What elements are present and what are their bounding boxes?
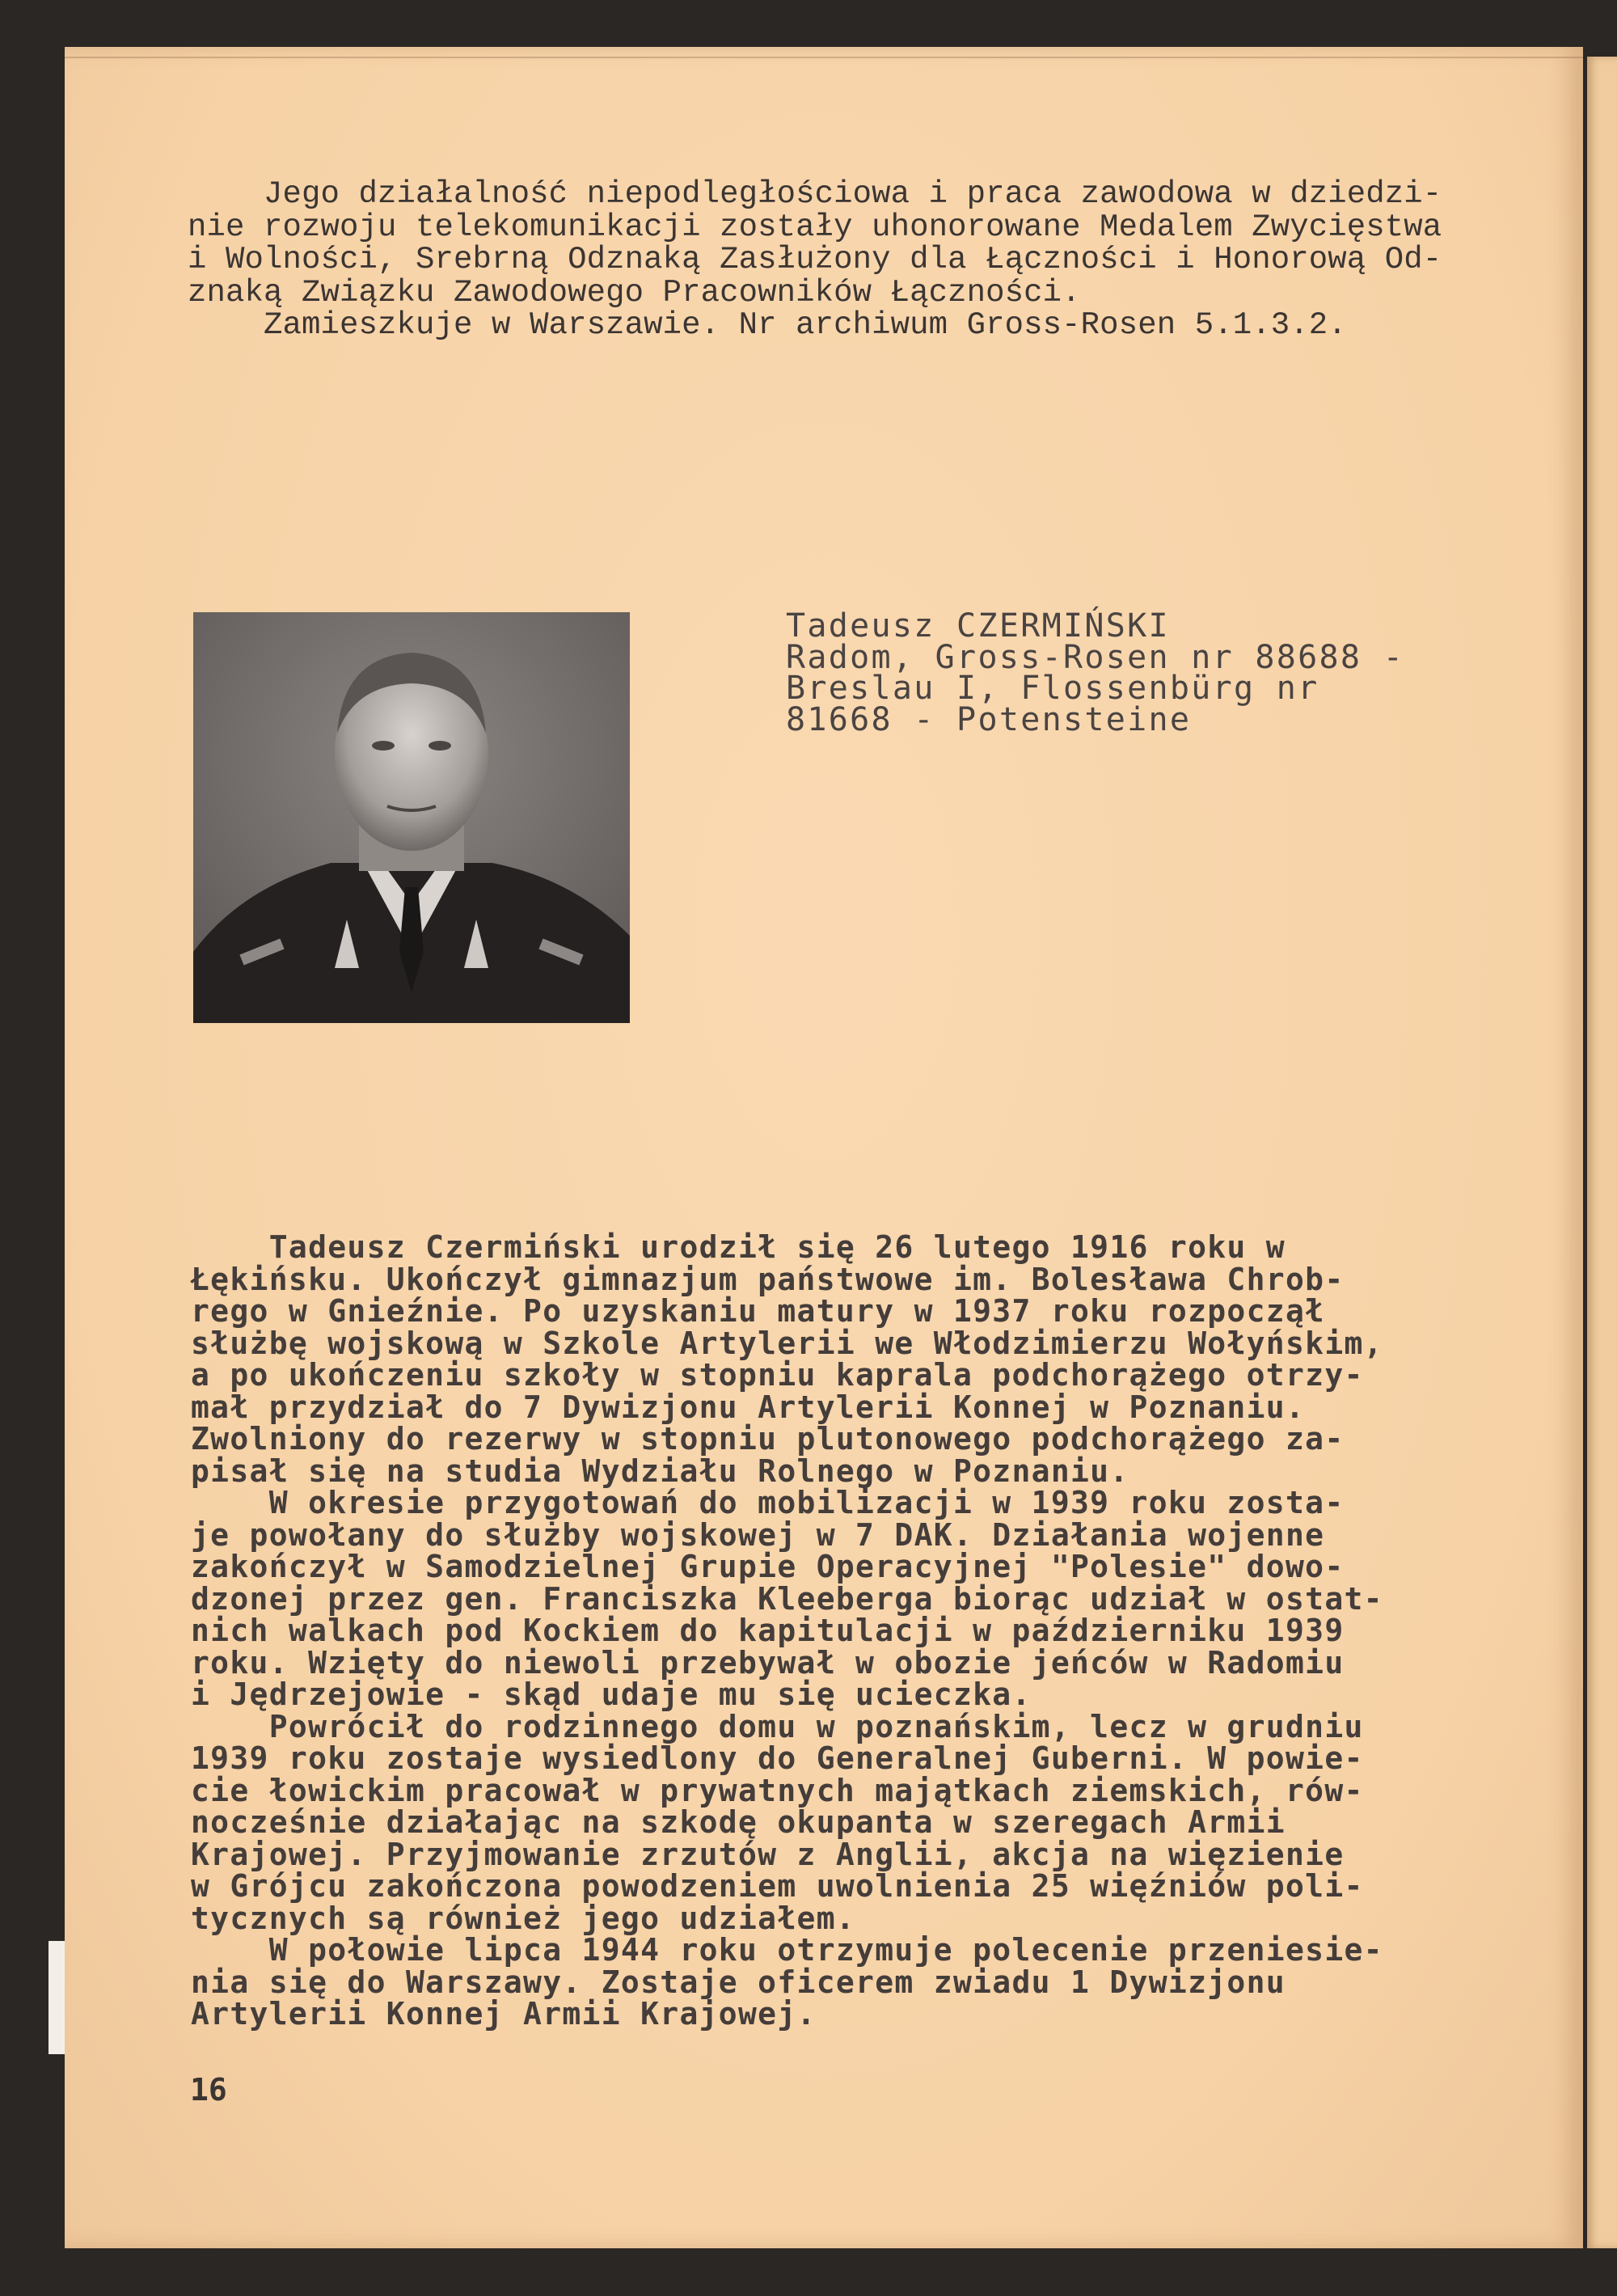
text-line: służbę wojskową w Szkole Artylerii we Włodzimierzu Wołyńskim,	[191, 1325, 1383, 1361]
text-line: Jego działalność niepodległościowa i praca zawodowa w dziedzi-	[188, 176, 1442, 212]
adjacent-page-edge	[1587, 57, 1617, 2248]
text-line: Łękińsku. Ukończył gimnazjum państwowe im. Bolesława Chrob-	[191, 1261, 1345, 1297]
portrait-caption	[786, 607, 1405, 738]
text-line: Zamieszkuje w Warszawie. Nr archiwum Gross-Rosen 5.1.3.2.	[188, 307, 1347, 343]
text-line: cie łowickim pracował w prywatnych majątkach ziemskich, rów-	[191, 1772, 1364, 1808]
text-line: Tadeusz Czermiński urodził się 26 lutego 1916 roku w	[191, 1229, 1286, 1265]
text-line: i Jędrzejowie - skąd udaje mu się ucieczka.	[191, 1677, 1032, 1712]
text-line: Zwolniony do rezerwy w stopniu plutonowego podchorążego za-	[191, 1421, 1345, 1457]
text-line: je powołany do służby wojskowej w 7 DAK. Działania wojenne	[191, 1516, 1325, 1553]
text-line: tycznych są również jego udziałem.	[191, 1900, 856, 1936]
text-line: nich walkach pod Kockiem do kapitulacji w październiku 1939	[191, 1613, 1345, 1648]
caption-line: Radom, Gross-Rosen nr 88688 -	[786, 638, 1405, 676]
biography-text	[191, 1229, 1383, 2032]
text-line: pisał się na studia Wydziału Rolnego w Poznaniu.	[191, 1452, 1129, 1489]
text-line: 1939 roku zostaje wysiedlony do Generalnej Guberni. W powie-	[191, 1740, 1364, 1776]
text-line: zakończył w Samodzielnej Grupie Operacyjnej "Polesie" dowo-	[191, 1549, 1345, 1584]
text-line: nie rozwoju telekomunikacji zostały uhonorowane Medalem Zwycięstwa	[188, 209, 1442, 245]
caption-line: 81668 - Potensteine	[786, 700, 1192, 738]
page-fold-line	[65, 57, 1583, 58]
portrait-photo	[193, 612, 630, 1023]
top-paragraph	[188, 178, 1442, 342]
person-name: Tadeusz CZERMIŃSKI	[786, 607, 1170, 645]
text-line: Artylerii Konnej Armii Krajowej.	[191, 1996, 817, 2032]
text-line: nocześnie działając na szkodę okupanta w szeregach Armii	[191, 1804, 1286, 1840]
text-line: znaką Związku Zawodowego Pracowników Łączności.	[188, 274, 1081, 311]
text-line: W połowie lipca 1944 roku otrzymuje polecenie przeniesie-	[191, 1932, 1383, 1968]
text-line: W okresie przygotowań do mobilizacji w 1939 roku zosta-	[191, 1485, 1345, 1520]
text-line: roku. Wzięty do niewoli przebywał w obozie jeńców w Radomiu	[191, 1644, 1345, 1681]
page-edge-strip	[49, 1941, 65, 2054]
text-line: rego w Gnieźnie. Po uzyskaniu matury w 1937 roku rozpoczął	[191, 1293, 1325, 1329]
text-line: nia się do Warszawy. Zostaje oficerem zwiadu 1 Dywizjonu	[191, 1964, 1286, 2000]
text-line: Powrócił do rodzinnego domu w poznańskim, lecz w grudniu	[191, 1708, 1364, 1744]
text-line: dzonej przez gen. Franciszka Kleeberga biorąc udział w ostat-	[191, 1580, 1383, 1617]
caption-line: Breslau I, Flossenbürg nr	[786, 670, 1319, 707]
text-line: mał przydział do 7 Dywizjonu Artylerii Konnej w Poznaniu.	[191, 1389, 1306, 1425]
text-line: w Grójcu zakończona powodzeniem uwolnienia 25 więźniów poli-	[191, 1868, 1364, 1904]
page-number: 16	[190, 2072, 227, 2108]
text-line: Krajowej. Przyjmowanie zrzutów z Anglii, akcja na więzienie	[191, 1836, 1345, 1872]
text-line: i Wolności, Srebrną Odznaką Zasłużony dla Łączności i Honorową Od-	[188, 242, 1442, 277]
text-line: a po ukończeniu szkoły w stopniu kaprala podchorążego otrzy-	[191, 1357, 1364, 1393]
